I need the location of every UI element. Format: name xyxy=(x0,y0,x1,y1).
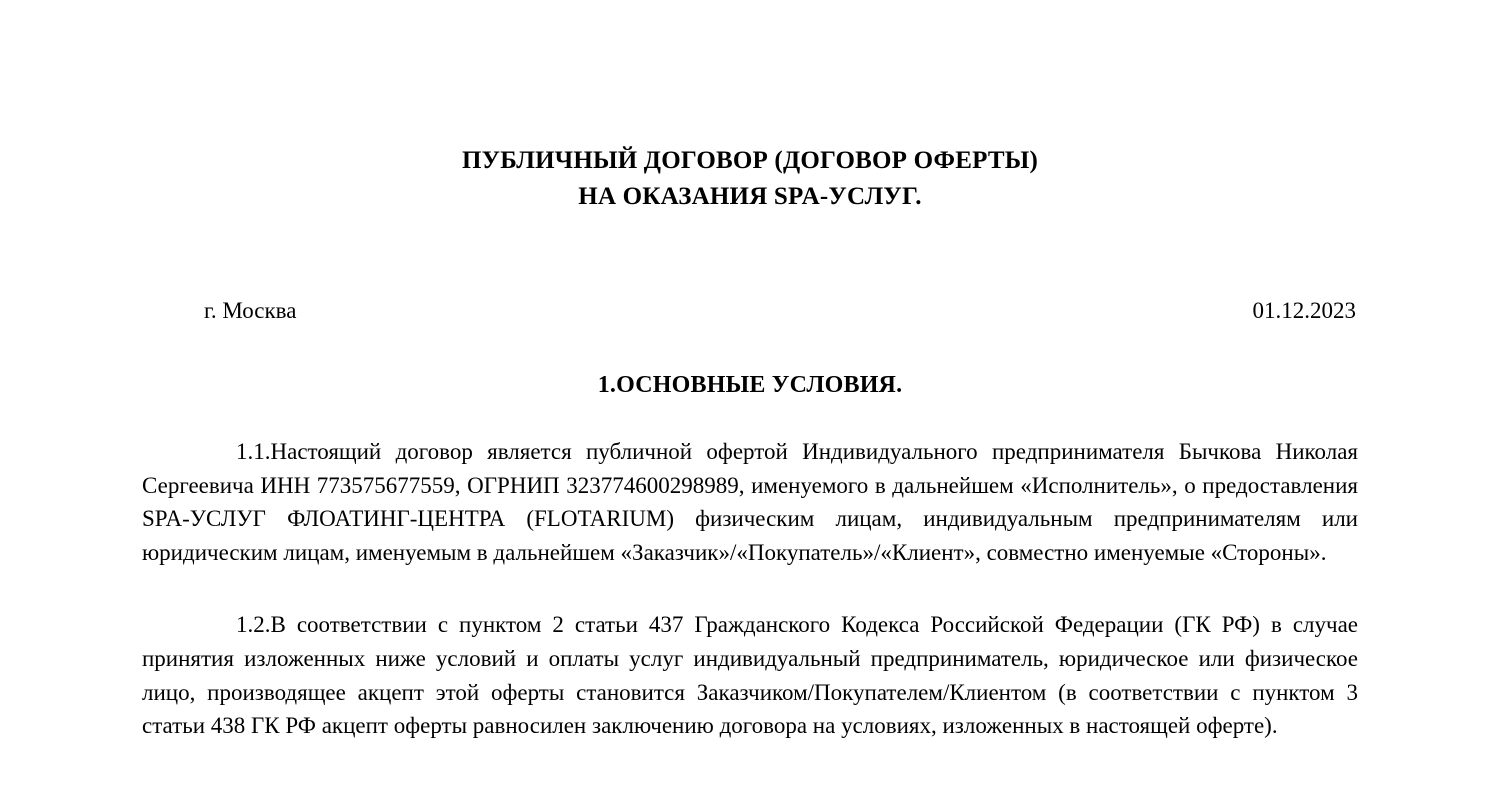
title-line-2: НА ОКАЗАНИЯ SPA-УСЛУГ. xyxy=(578,182,922,210)
document-meta xyxy=(142,296,1358,326)
city-label: г. Москва xyxy=(204,298,297,323)
title-line-1: ПУБЛИЧНЫЙ ДОГОВОР (ДОГОВОР ОФЕРТЫ) xyxy=(462,147,1038,174)
paragraph-1-1: 1.1.Настоящий договор является публичной офертой Индивидуального предпринимателя Бычкова Николая Сергеевича ИНН 773575677559, ОГРНИП 323774600298989, именуемого в дальнейшем «Исполнитель», о предоставления SPA-УСЛУГ ФЛОАТИНГ-ЦЕНТРА (FLOTARIUM) физическим лицам, индивидуальным предпринимателям или юридическим лицам, именуемым в дальнейшем «Заказчик»/«Покупатель»/«Клиент», совместно именуемые «Стороны». xyxy=(142,438,1358,566)
paragraph-1-2: 1.2.В соответствии с пунктом 2 статьи 437 Гражданского Кодекса Российской Федерации (ГК РФ) в случае принятия изложенных ниже условий и оплаты услуг индивидуальный предприниматель, юридическое или физическое лицо, производящее акцепт этой оферты становится Заказчиком/Покупателем/Клиентом (в соответствии с пунктом 3 статьи 438 ГК РФ акцепт оферты равносилен заключению договора на условиях, изложенных в настоящей оферте). xyxy=(142,612,1358,739)
date-label: 01.12.2023 xyxy=(1252,298,1356,323)
section-heading: 1.ОСНОВНЫЕ УСЛОВИЯ. xyxy=(597,371,903,398)
page-title xyxy=(142,0,1358,214)
